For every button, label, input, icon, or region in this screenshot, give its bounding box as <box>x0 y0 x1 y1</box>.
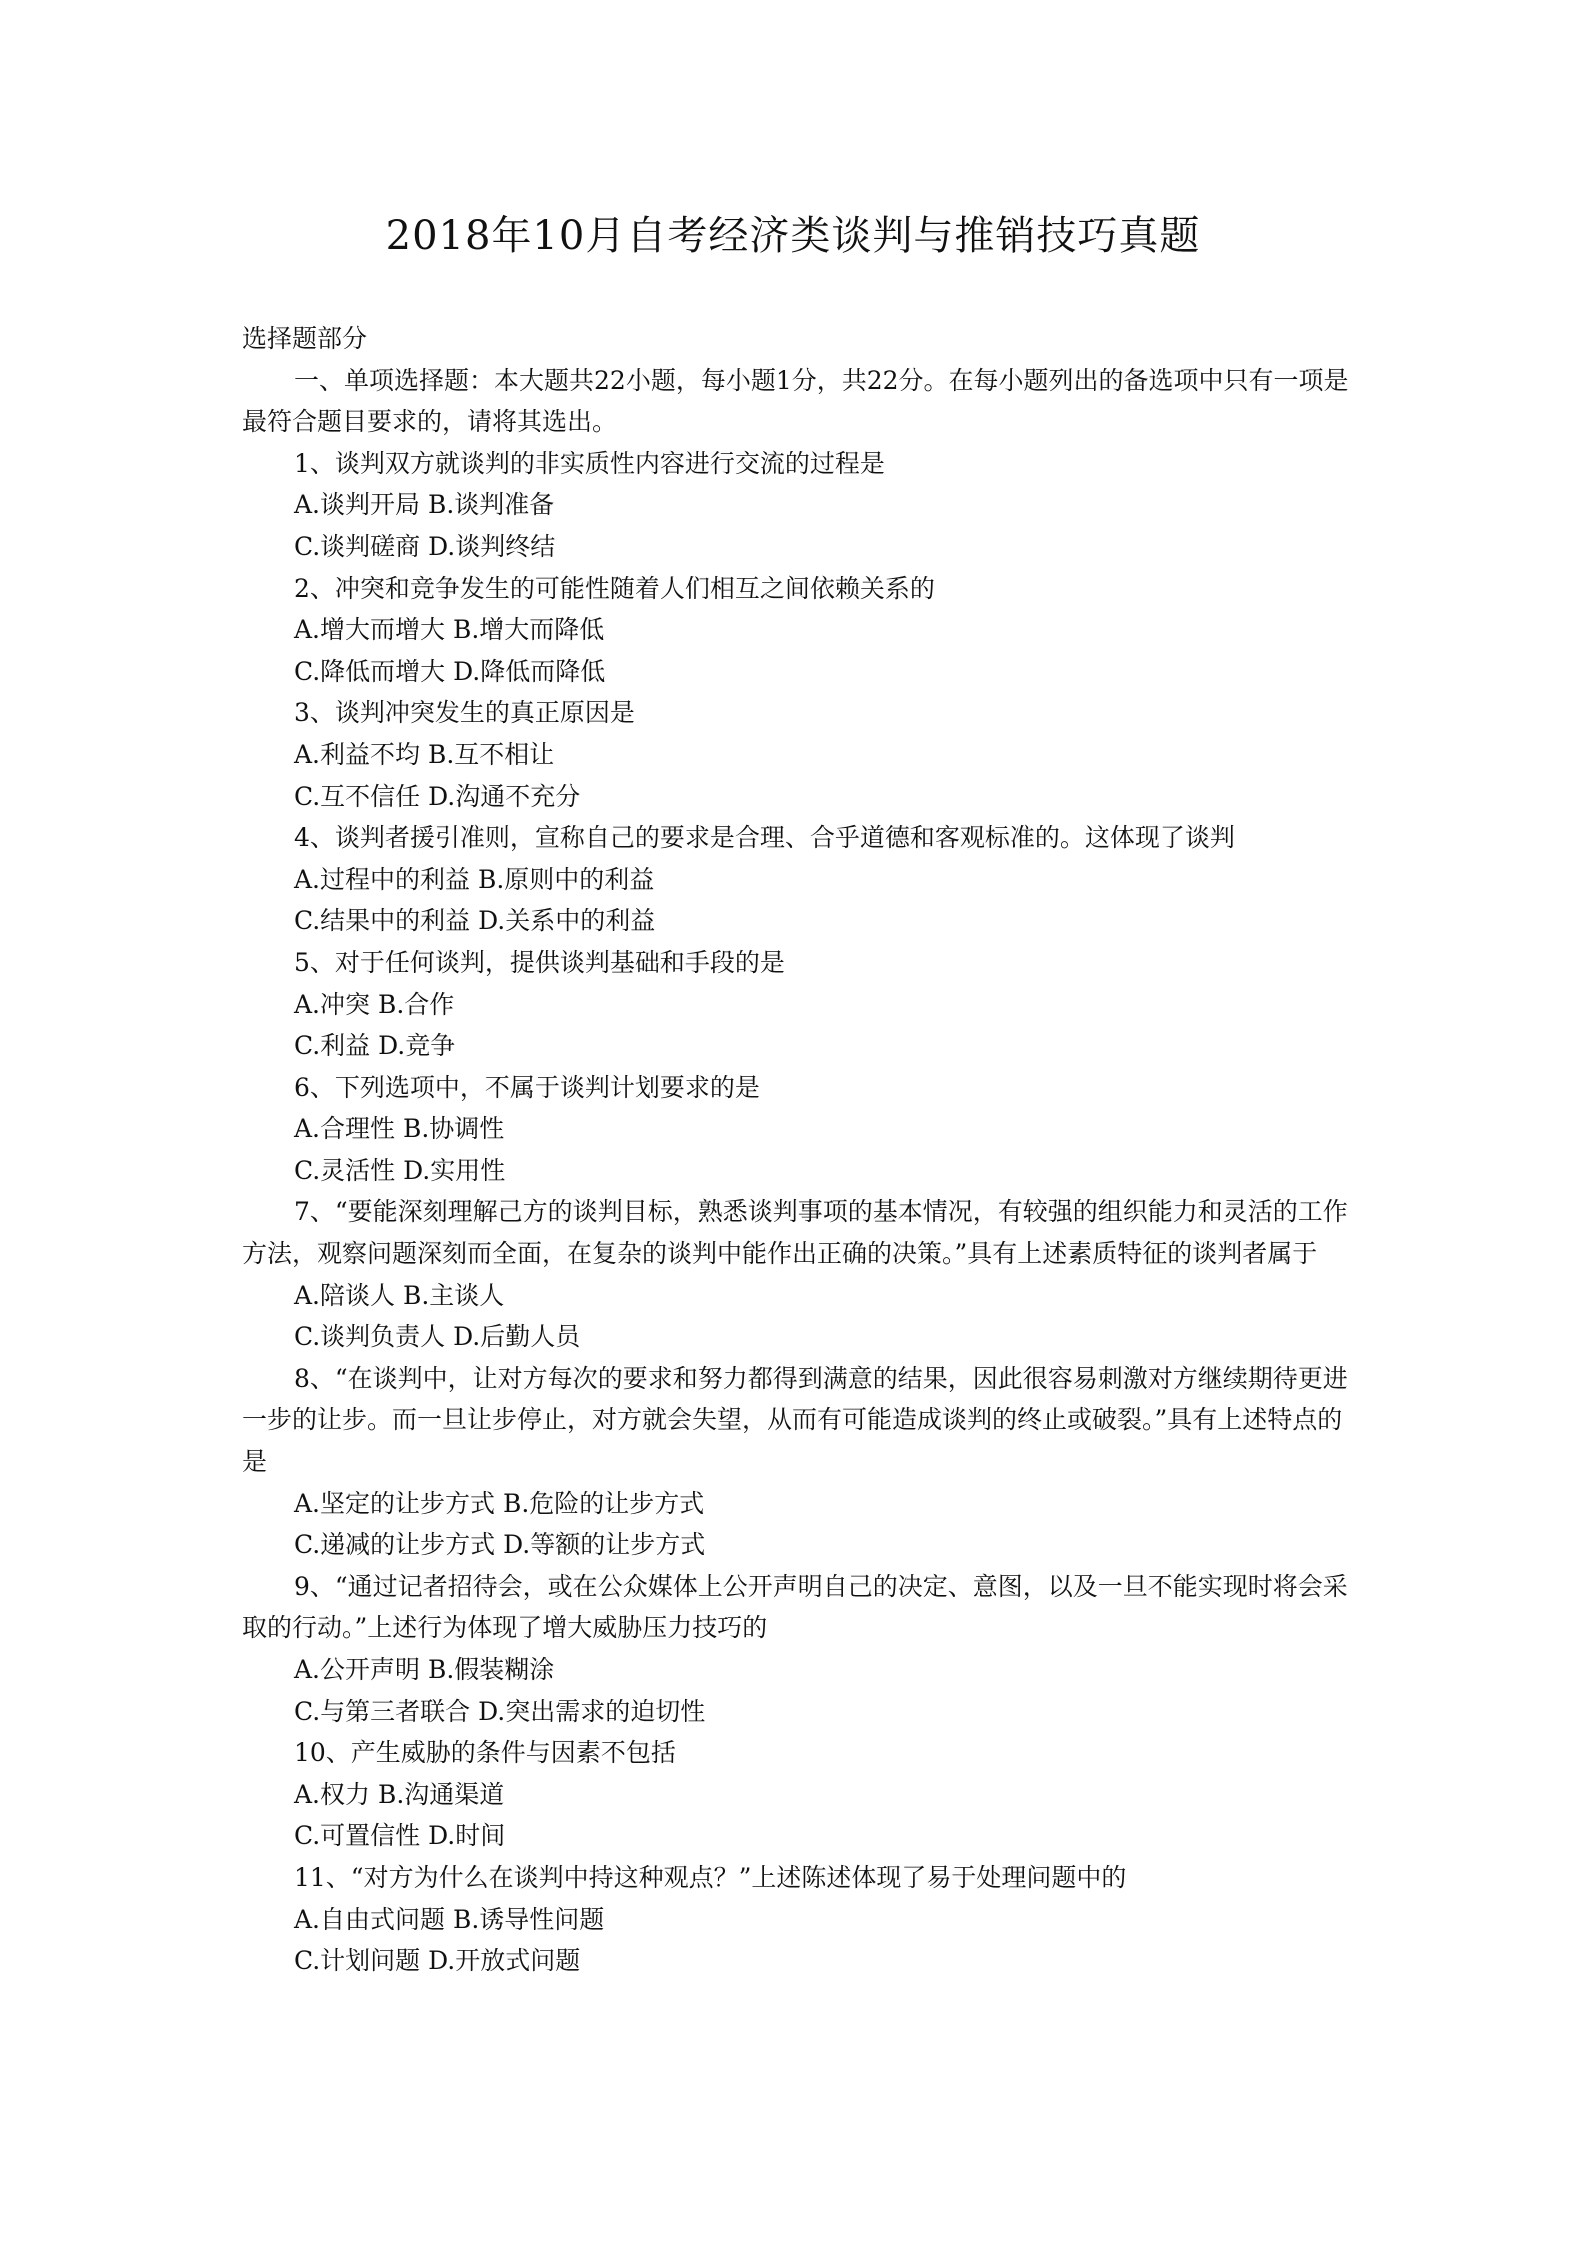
question-stem: 3、谈判冲突发生的真正原因是 <box>294 698 635 728</box>
question-options: C.谈判负责人 D.后勤人员 <box>294 1322 581 1352</box>
question-stem: 4、谈判者援引准则，宣称自己的要求是合理、合乎道德和客观标准的。这体现了谈判 <box>294 823 1235 853</box>
question-options: C.与第三者联合 D.突出需求的迫切性 <box>294 1696 706 1726</box>
question-options: C.可置信性 D.时间 <box>294 1821 506 1851</box>
question-options: A.合理性 B.协调性 <box>294 1114 505 1144</box>
question-stem: 6、下列选项中，不属于谈判计划要求的是 <box>294 1072 760 1102</box>
question-options: C.谈判磋商 D.谈判终结 <box>294 531 556 561</box>
question-stem: 10、产生威胁的条件与因素不包括 <box>294 1738 676 1768</box>
question-options: A.过程中的利益 B.原则中的利益 <box>294 864 655 894</box>
question-stem: 11、“对方为什么在谈判中持这种观点？”上述陈述体现了易于处理问题中的 <box>294 1862 1127 1892</box>
question-options: A.谈判开局 B.谈判准备 <box>294 490 555 520</box>
question-stem: 2、冲突和竞争发生的可能性随着人们相互之间依赖关系的 <box>294 573 935 603</box>
question-options: C.递减的让步方式 D.等额的让步方式 <box>294 1530 706 1560</box>
question-options: C.结果中的利益 D.关系中的利益 <box>294 906 656 936</box>
question-stem: 7、“要能深刻理解己方的谈判目标，熟悉谈判事项的基本情况，有较强的组织能力和灵活的工作方法，观察问题深刻而全面，在复杂的谈判中能作出正确的决策。”具有上述素质特征的谈判者属于 <box>242 1197 1348 1269</box>
question-stem: 1、谈判双方就谈判的非实质性内容进行交流的过程是 <box>294 448 885 478</box>
document-title: 2018年10月自考经济类谈判与推销技巧真题 <box>385 213 1201 259</box>
question-stem: 9、“通过记者招待会，或在公众媒体上公开声明自己的决定、意图，以及一旦不能实现时将会采取的行动。”上述行为体现了增大威胁压力技巧的 <box>242 1571 1348 1643</box>
question-options: C.计划问题 D.开放式问题 <box>294 1946 581 1976</box>
question-options: A.利益不均 B.互不相让 <box>294 739 555 769</box>
question-options: A.坚定的让步方式 B.危险的让步方式 <box>294 1488 705 1518</box>
question-options: A.权力 B.沟通渠道 <box>294 1779 505 1809</box>
instructions-paragraph: 一、单项选择题：本大题共22小题，每小题1分，共22分。在每小题列出的备选项中只有一项是最符合题目要求的，请将其选出。 <box>242 365 1349 437</box>
document-body <box>242 318 1352 1982</box>
question-options: C.互不信任 D.沟通不充分 <box>294 781 581 811</box>
question-stem: 5、对于任何谈判，提供谈判基础和手段的是 <box>294 947 785 977</box>
section-label: 选择题部分 <box>242 324 368 353</box>
question-options: A.冲突 B.合作 <box>294 989 455 1019</box>
question-options: A.自由式问题 B.诱导性问题 <box>294 1904 605 1934</box>
question-options: C.降低而增大 D.降低而降低 <box>294 656 606 686</box>
question-options: A.陪谈人 B.主谈人 <box>294 1280 505 1310</box>
question-stem: 8、“在谈判中，让对方每次的要求和努力都得到满意的结果，因此很容易刺激对方继续期待更进一步的让步。而一旦让步停止，对方就会失望，从而有可能造成谈判的终止或破裂。”具有上述特点的是 <box>242 1363 1348 1477</box>
question-options: A.公开声明 B.假装糊涂 <box>294 1655 555 1684</box>
question-options: C.利益 D.竞争 <box>294 1031 456 1061</box>
question-options: C.灵活性 D.实用性 <box>294 1155 506 1185</box>
question-options: A.增大而增大 B.增大而降低 <box>294 615 605 645</box>
